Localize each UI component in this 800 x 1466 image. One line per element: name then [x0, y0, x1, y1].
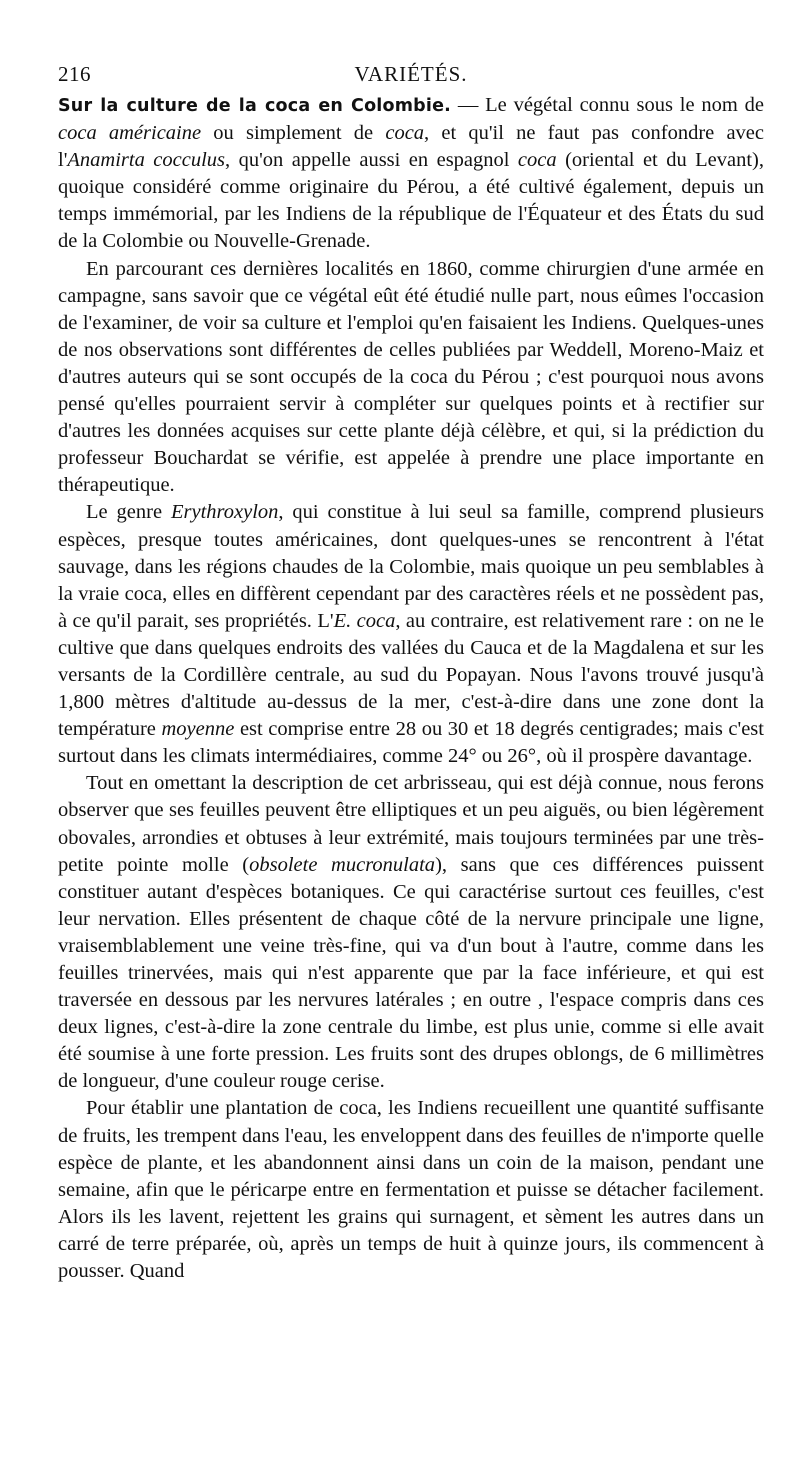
text-run: Tout en omettant la description de cet arbrisseau, qui est déjà connue, nous ferons observer que ses feuilles peuvent être elliptiques et un peu aiguës, ou bien légèrement obovales, arrondies et obtuses à leur extrémité, mais toujours terminées par une très-petite pointe molle ( [58, 772, 764, 876]
italic-run: coca [517, 149, 557, 172]
italic-run: moyenne [161, 718, 235, 741]
paragraph-5 [58, 1095, 764, 1285]
text-run: En parcourant ces dernières localités en 1860, comme chirurgien d'une armée en campagne, sans savoir que ce végétal eût été étudié nulle part, nous eûmes l'occasion de l'examiner, de voir sa culture et l'emploi qu'en faisaient les Indiens. Quelques-unes de nos observations sont différentes de celles publiées par Weddell, Moreno-Maiz et d'autres auteurs qui se sont occupés de la coca du Pérou ; c'est pourquoi nous avons pensé qu'elles pourraient servir à compléter sur quelques points et à rectifier sur d'autres les données acquises sur cette plante déjà célèbre, et qui, si la prédiction du professeur Bouchardat se vérifie, est appelée à prendre une place importante en thérapeutique. [58, 257, 764, 497]
article-body [58, 92, 764, 1285]
text-run: Pour établir une plantation de coca, les Indiens recueillent une quantité suffisante de fruits, les trempent dans l'eau, les enveloppent dans des feuilles de n'importe quelle espèce de plante, et les abandonnent ainsi dans un coin de la maison, pendant une semaine, afin que le péricarpe entre en fermentation et puisse se détacher facilement. Alors ils les lavent, rejettent les grains qui surnagent, et sèment les autres dans un carré de terre préparée, où, après un temps de huit à quinze jours, ils commencent à pousser. Quand [58, 1097, 764, 1283]
page-number: 216 [58, 62, 91, 86]
text-run: , qui constitue à lui seul sa famille, comprend plusieurs espèces, presque toutes américaines, dont quelques-unes se rencontrent à l'état sauvage, dans les régions chaudes de la Colombie, mais quoique un peu semblables à la vraie coca, elles en diffèrent cependant par des caractères réels et ne possèdent pas, à ce qu'il parait, ses propriétés. L' [58, 501, 764, 632]
italic-run: Erythroxylon [170, 501, 279, 524]
text-run: ou simplement de [201, 122, 386, 145]
italic-run: coca américaine [58, 122, 202, 145]
text-run: est comprise entre 28 ou 30 et 18 degrés centigrades; mais c'est surtout dans les climats intermédiaires, comme 24° ou 26°, où il prospère davantage. [58, 718, 764, 768]
text-run: Le genre [86, 501, 171, 524]
text-run: , et qu'il ne faut pas confondre avec l' [58, 122, 765, 172]
italic-run: coca [385, 122, 425, 145]
paragraph-4 [58, 770, 764, 1095]
text-run: — Le végétal connu sous le nom de [451, 94, 764, 116]
text-run: , qu'on appelle aussi en espagnol [225, 149, 518, 172]
running-title: VARIÉTÉS. [354, 62, 468, 86]
paragraph-3 [58, 499, 764, 770]
italic-run: E. coca [333, 609, 396, 632]
paragraph-1 [58, 92, 764, 256]
italic-run: obsolete mucronulata [249, 853, 436, 876]
running-header [58, 62, 764, 88]
text-run: , au contraire, est relativement rare : on ne le cultive que dans quelques endroits des vallées du Cauca et de la Magdalena et sur les versants de la Cordillère centrale, au sud du Popayan. Nous l'avons trouvé jusqu'à 1,800 mètres d'altitude au-dessus de la mer, c'est-à-dire dans une zone dont la température [58, 609, 764, 741]
text-run: ), sans que ces différences puissent constituer autant d'espèces botaniques. Ce qui caractérise surtout ces feuilles, c'est leur nervation. Elles présentent de chaque côté de la nervure principale une ligne, vraisemblablement une veine très-fine, qui va d'un bout à l'autre, comme dans les feuilles trinervées, mais qui n'est apparente que par la face inférieure, et qui est traversée en dessous par les nervures latérales ; en outre , l'espace compris dans ces deux lignes, c'est-à-dire la zone centrale du limbe, est plus unie, comme si elle avait été soumise à une forte pression. Les fruits sont des drupes oblongs, de 6 millimètres de longueur, d'une couleur rouge cerise. [58, 853, 765, 1093]
article-headline: Sur la culture de la coca en Colombie. [58, 96, 452, 116]
text-run: (oriental et du Levant), quoique considéré comme originaire du Pérou, a été cultivé également, depuis un temps immémorial, par les Indiens de la république de l'Équateur et des États du sud de la Colombie ou Nouvelle-Grenade. [58, 149, 765, 253]
paragraph-1-text [58, 94, 764, 252]
italic-run: Anamirta cocculus [67, 149, 226, 172]
paragraph-2 [58, 256, 764, 500]
